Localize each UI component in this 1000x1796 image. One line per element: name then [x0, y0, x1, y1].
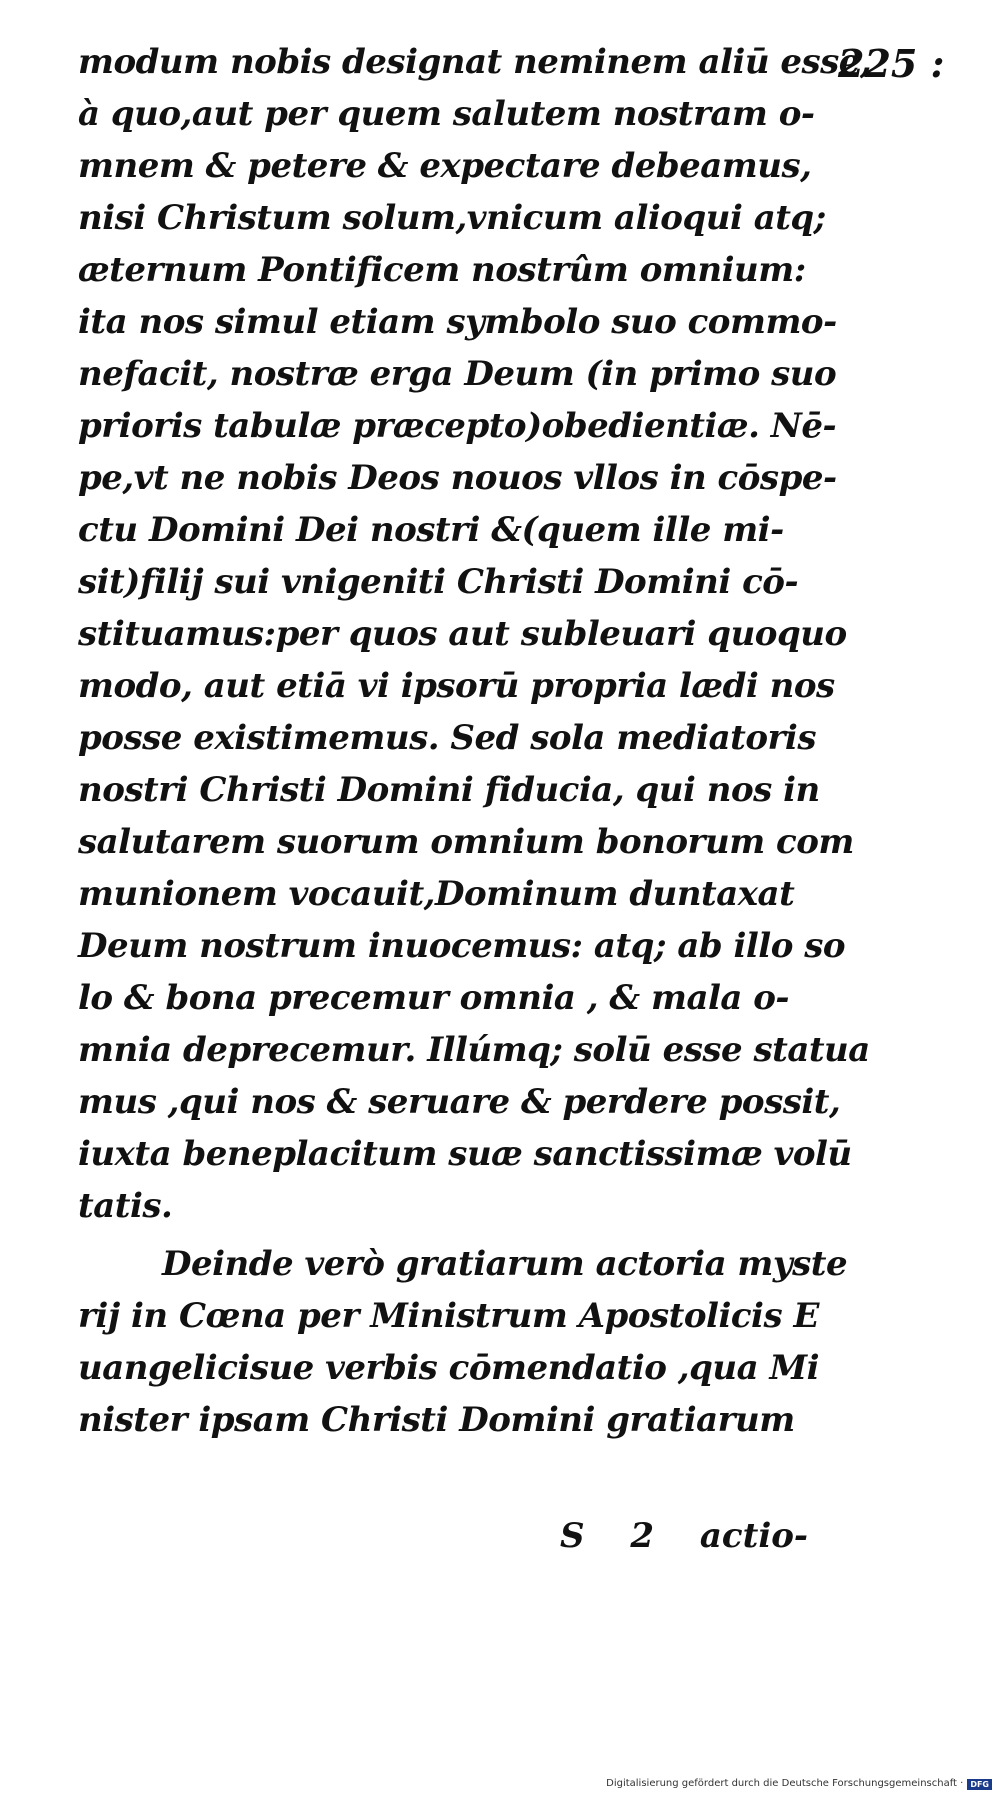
- text-line: à quo,aut per quem salutem nostram o-: [78, 94, 815, 134]
- body-text: [78, 36, 872, 1446]
- text-line: æternum Pontificem nostrûm omnium:: [78, 250, 806, 290]
- text-line: ita nos simul etiam symbolo suo commo-: [78, 302, 837, 342]
- paragraph-start-line: Deinde verò gratiarum actoria myste: [162, 1244, 848, 1284]
- signature-catchword: S 2 actio-: [560, 1516, 809, 1556]
- text-line: salutarem suorum omnium bonorum com: [78, 822, 854, 862]
- text-line: iuxta beneplacitum suæ sanctissimæ volū: [78, 1134, 852, 1174]
- text-line: mus ,qui nos & seruare & perdere possit,: [78, 1082, 841, 1122]
- text-line: uangelicisue verbis cōmendatio ,qua Mi: [78, 1348, 820, 1388]
- text-line: stituamus:per quos aut subleuari quoquo: [78, 614, 847, 654]
- text-line: mnia deprecemur. Illúmq; solū esse statua: [78, 1030, 870, 1070]
- dfg-logo: DFG: [967, 1779, 992, 1790]
- text-line: nostri Christi Domini fiducia, qui nos in: [78, 770, 820, 810]
- text-line: rij in Cœna per Ministrum Apostolicis E: [78, 1296, 819, 1336]
- text-line: pe,vt ne nobis Deos nouos vllos in cōspe-: [78, 458, 837, 498]
- text-line: Deum nostrum inuocemus: atq; ab illo so: [78, 926, 846, 966]
- digitization-credit: [606, 1778, 992, 1790]
- text-line: nister ipsam Christi Domini gratiarum: [78, 1400, 795, 1440]
- page-number: 225 :: [838, 41, 945, 86]
- text-line: nefacit, nostræ erga Deum (in primo suo: [78, 354, 837, 394]
- credit-text: Digitalisierung gefördert durch die Deutsche Forschungsgemeinschaft ·: [606, 1778, 964, 1789]
- text-line: munionem vocauit,Dominum duntaxat: [78, 874, 795, 914]
- text-line: mnem & petere & expectare debeamus,: [78, 146, 812, 186]
- text-line: tatis.: [78, 1186, 173, 1226]
- text-line: posse existimemus. Sed sola mediatoris: [78, 718, 816, 758]
- text-line: prioris tabulæ præcepto)obedientiæ. Nē-: [78, 406, 837, 446]
- text-line: modum nobis designat neminem aliū esse,: [78, 42, 872, 82]
- text-line: modo, aut etiā vi ipsorū propria lædi nos: [78, 666, 835, 706]
- text-line: ctu Domini Dei nostri &(quem ille mi-: [78, 510, 784, 550]
- text-line: sit)filij sui vnigeniti Christi Domini cō-: [78, 562, 799, 602]
- text-line: nisi Christum solum,vnicum alioqui atq;: [78, 198, 826, 238]
- text-line: lo & bona precemur omnia , & mala o-: [78, 978, 790, 1018]
